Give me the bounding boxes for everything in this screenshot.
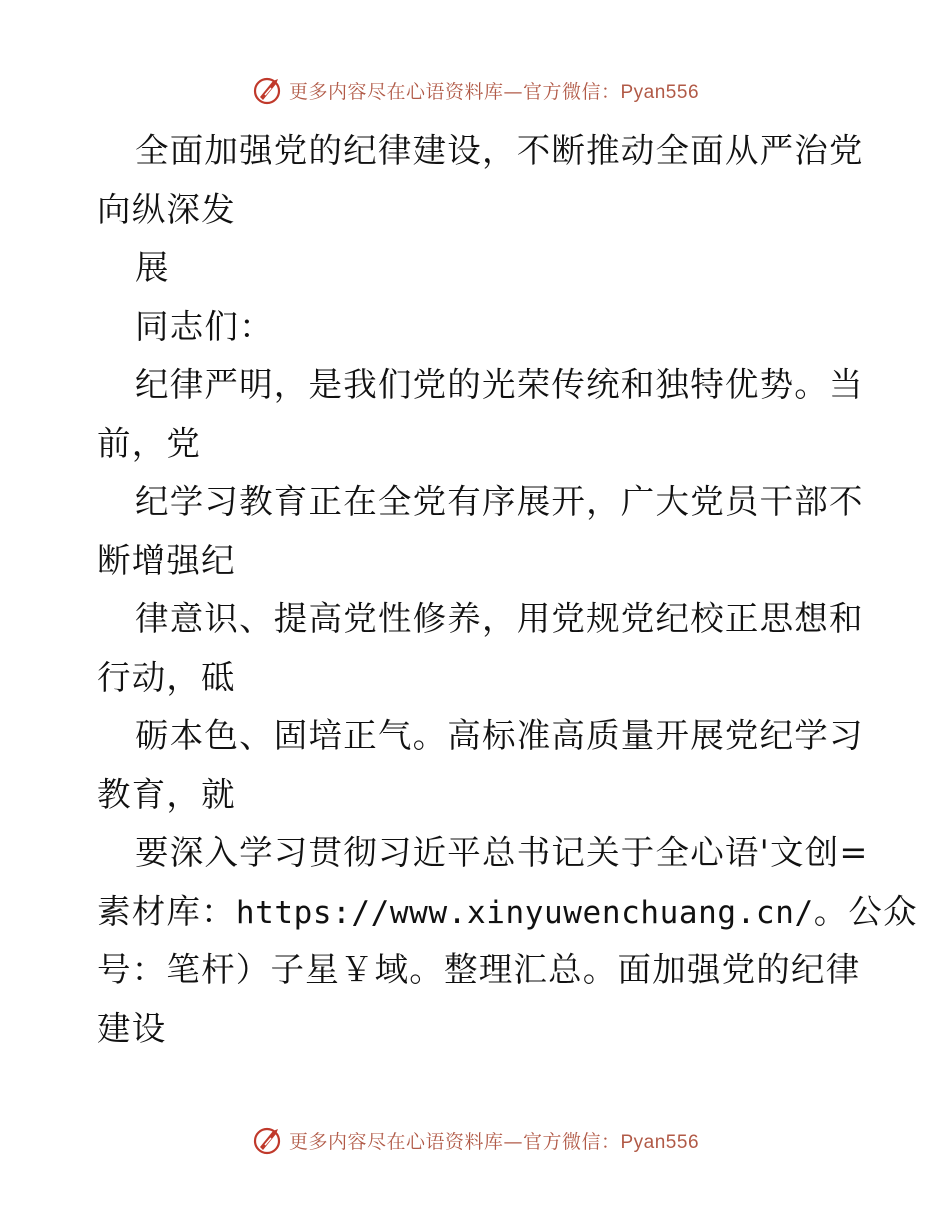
doc-line: 要深入学习贯彻习近平总书记关于全心语'文创= — [135, 833, 869, 872]
doc-line: 行动，砥 — [97, 657, 236, 697]
doc-line: 教育，就 — [97, 774, 236, 814]
footer-banner-text — [289, 1127, 699, 1154]
doc-line: 纪律严明，是我们党的光荣传统和独特优势。当 — [135, 365, 864, 404]
doc-line: 纪学习教育正在全党有序展开，广大党员干部不 — [135, 482, 864, 521]
header-banner — [0, 70, 950, 110]
footer-banner-title: 更多内容尽在心语资料库 — [288, 1130, 504, 1153]
footer-banner-wechat-label: 官方微信： — [522, 1130, 621, 1153]
doc-line: 建设 — [97, 1008, 167, 1048]
pen-nib-icon — [251, 73, 285, 107]
url-suffix: 。公众 — [813, 891, 918, 931]
doc-line: 全面加强党的纪律建设，不断推动全面从严治党 — [135, 131, 864, 170]
doc-line: 断增强纪 — [97, 540, 236, 580]
header-banner-handle: Pyan556 — [620, 81, 700, 103]
doc-line: 同志们： — [135, 306, 274, 346]
pen-nib-icon — [251, 1123, 285, 1157]
url-prefix: 素材库： — [97, 891, 236, 931]
doc-line: 律意识、提高党性修养，用党规党纪校正思想和 — [135, 599, 864, 638]
doc-line: 砺本色、固培正气。高标准高质量开展党纪学习 — [135, 716, 864, 755]
website-url: https://www.xinyuwenchuang.cn/ — [235, 894, 814, 931]
footer-banner — [0, 1120, 950, 1160]
doc-line: 向纵深发 — [97, 189, 236, 229]
document-body — [97, 122, 918, 1058]
doc-line: 号：笔杆）子星￥域。整理汇总。面加强党的纪律 — [97, 950, 861, 989]
header-banner-wechat-label: 官方微信： — [522, 80, 621, 103]
doc-line: 展 — [135, 248, 170, 287]
doc-line-url — [97, 883, 918, 942]
header-banner-title: 更多内容尽在心语资料库 — [288, 80, 504, 103]
doc-line: 前，党 — [97, 423, 202, 463]
header-banner-separator: — — [503, 80, 523, 103]
footer-banner-handle: Pyan556 — [620, 1131, 700, 1153]
footer-banner-separator: — — [503, 1130, 523, 1153]
header-banner-text — [289, 77, 699, 104]
